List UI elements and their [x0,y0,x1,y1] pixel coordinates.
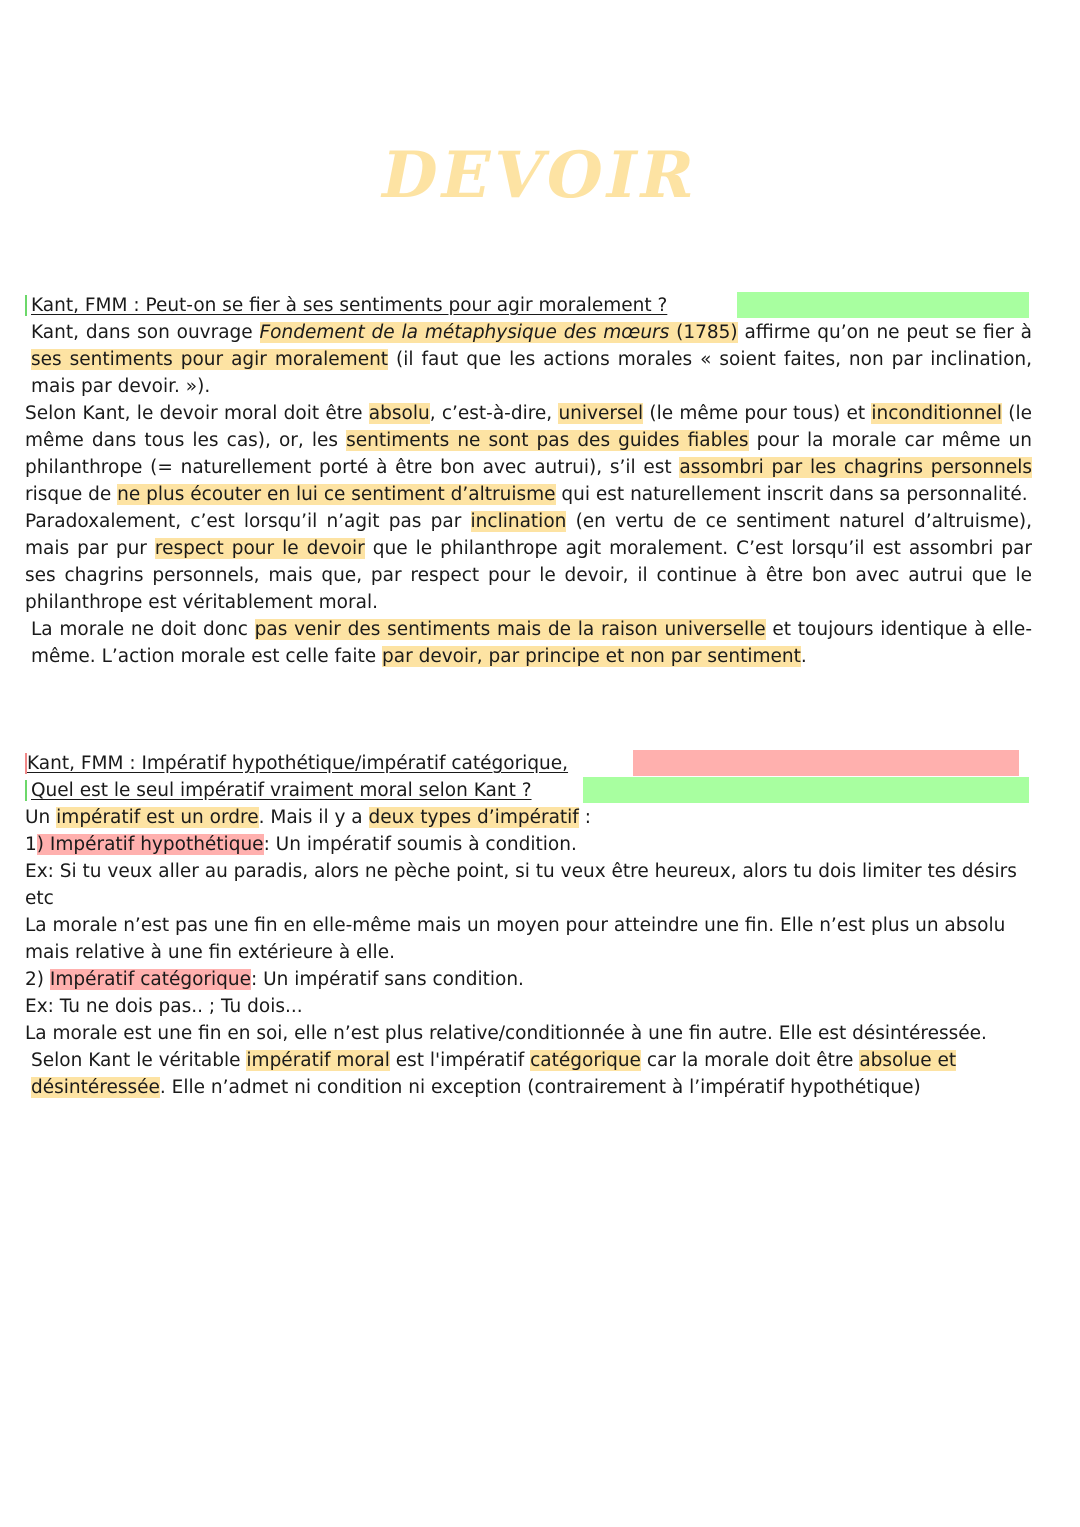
text: Paradoxalement, c’est lorsqu’il n’agit pas par [25,511,471,532]
section-imperatifs [25,750,1032,1101]
text: que le philanthrope agit moralement. C’est lorsqu’il est assombri par ses chagrins personnels, mais que, par respect pour le devoir, il continue à être bon avec autrui que le philanthrope est véritablement moral. [25,538,1032,613]
text: car la morale doit être [640,1050,860,1071]
text: . [800,646,807,667]
text: : Un impératif soumis à condition. [263,834,577,855]
text: qui est naturellement inscrit dans sa personnalité. [555,484,1028,505]
section-heading: Kant, FMM : Peut-on se fier à ses sentiments pour agir moralement ? [25,295,667,316]
text: , c’est-à-dire, [429,403,559,424]
line-example-hypothetique: Ex: Si tu veux aller au paradis, alors ne pèche point, si tu veux être heureux, alors tu dois limiter tes désirs etc [25,861,1017,909]
highlight: (1785) [669,322,738,343]
green-highlight-band [583,777,1029,803]
highlight: absolue et désintéressée [31,1050,957,1098]
page-title: DEVOIR [382,138,698,213]
highlight: sentiments ne sont pas des guides fiables [346,430,749,451]
highlight: ne plus écouter en lui ce sentiment d’altruisme [117,484,556,505]
text: (le même pour tous) et [643,403,872,424]
highlight: impératif moral [246,1050,390,1071]
section-subheading: Quel est le seul impératif vraiment moral selon Kant ? [25,780,532,801]
line-explication-hypothetique: La morale n’est pas une fin en elle-même mais un moyen pour atteindre une fin. Elle n’est plus un absolu mais relative à une fin extérieure à elle. [25,915,1006,963]
highlight: respect pour le devoir [154,538,365,559]
pink-highlight: ) Impératif hypothétique [36,834,264,855]
text: 2) [25,969,50,990]
highlight: deux types d’impératif [368,807,579,828]
text: Selon Kant, le devoir moral doit être [25,403,369,424]
highlight: universel [558,403,644,424]
highlight: inclination [470,511,567,532]
line-explication-categorique: La morale est une fin en soi, elle n’est plus relative/conditionnée à une fin autre. Elle est désintéressée. [25,1023,987,1044]
paragraph-devoir-moral [25,400,1032,508]
paragraph-conclusion [25,616,1032,670]
line-example-categorique: Ex: Tu ne dois pas.. ; Tu dois... [25,996,303,1017]
line-definition [25,804,1032,831]
highlight: inconditionnel [871,403,1002,424]
text: est l'impératif [389,1050,531,1071]
paragraph-paradoxe [25,508,1032,616]
section-sentiments [25,292,1032,670]
line-hypothetique [25,831,1032,858]
highlight: catégorique [530,1050,641,1071]
line-categorique [25,966,1032,993]
section-heading: Kant, FMM : Impératif hypothétique/impératif catégorique, [27,753,569,774]
paragraph-intro [25,319,1032,400]
highlight: absolu [368,403,430,424]
text: : [578,807,591,828]
pink-highlight-band [633,750,1019,776]
highlight: ses sentiments pour agir moralement [31,349,389,370]
text: La morale ne doit donc [31,619,255,640]
green-highlight-band [737,292,1029,318]
text: affirme qu’on ne peut se fier à [737,322,1032,343]
text: Selon Kant le véritable [31,1050,247,1071]
highlight: impératif est un ordre [56,807,259,828]
highlight: assombri par les chagrins personnels [679,457,1032,478]
text: (en vertu de ce sentiment naturel d’altruisme), mais par pur [25,511,1032,559]
text: risque de [25,484,118,505]
text: Kant, dans son ouvrage [31,322,260,343]
highlight: pas venir des sentiments mais de la raison universelle [254,619,766,640]
book-title: Fondement de la métaphysique des mœurs [259,322,670,343]
text: et toujours identique à elle-même. L’action morale est celle faite [31,619,1032,667]
text: Un [25,807,57,828]
line-conclusion [25,1047,1032,1101]
text: . Elle n’admet ni condition ni exception (contrairement à l’impératif hypothétique) [159,1077,921,1098]
section-heading-row [25,292,1032,319]
pink-highlight: Impératif catégorique [49,969,252,990]
text: 1 [25,834,37,855]
section-subheading-row [25,777,1032,804]
section-heading-row [25,750,1032,777]
text: . Mais il y a [258,807,369,828]
highlight: par devoir, par principe et non par sentiment [382,646,801,667]
text: (il faut que les actions morales « soient faites, non par inclination, mais par devoir. »). [31,349,1032,397]
text: : Un impératif sans condition. [251,969,524,990]
text: pour la morale car même un philanthrope (= naturellement porté à être bon avec autrui), s’il est [25,430,1032,478]
text: (le même dans tous les cas), or, les [25,403,1032,451]
